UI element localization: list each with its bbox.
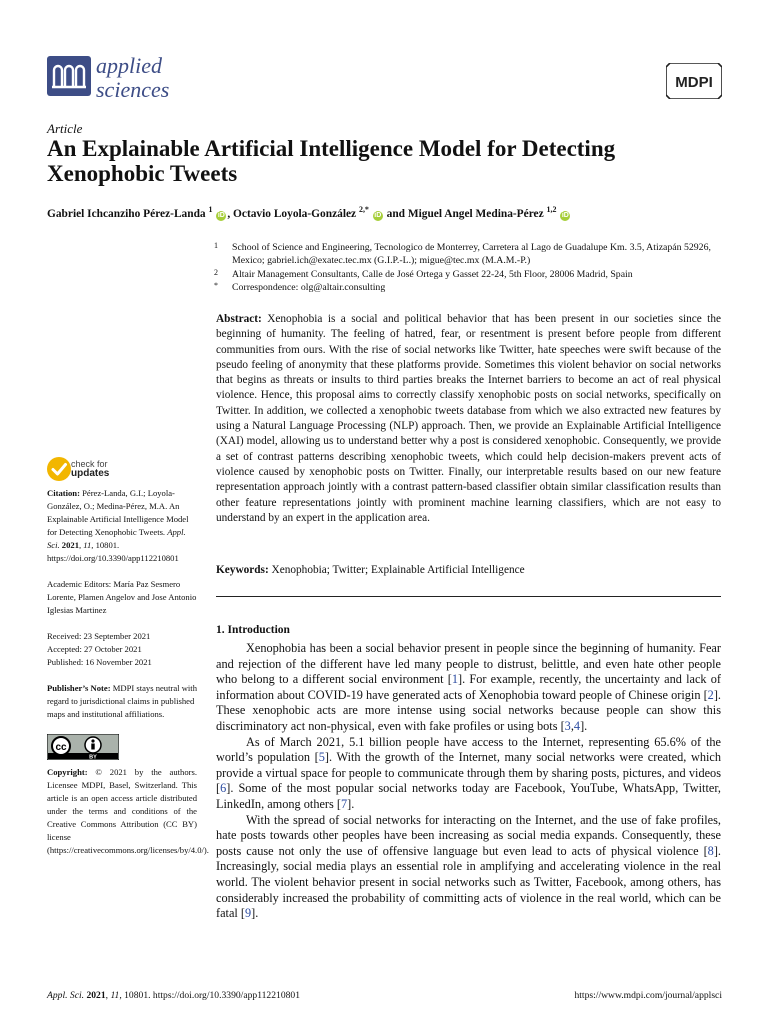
- affiliation-item: [214, 281, 729, 294]
- svg-text:cc: cc: [55, 742, 67, 753]
- published-date: Published: 16 November 2021: [47, 657, 152, 667]
- paragraph-text: ]. For example, recently, the uncertainty and lack of information about COVID-19 have generated acts of Xenophobia toward people of Chinese origin [: [216, 672, 721, 702]
- paragraph-text: Xenophobia has been a social behavior present in people since the beginning of humanity. Fear and rejection of the different have led many people to distrust, belittle, and even hate other people who belong to a different social environment [: [216, 641, 721, 687]
- citation-text: Pérez-Landa, G.I.; Loyola-González, O.; Medina-Pérez, M.A. An Explainable Artificial Intelligence Model for Detecting Xenophobic Tweets.: [47, 488, 189, 537]
- paragraph-text: ]. Increasingly, social media plays an essential role in amplifying and accelerating violence in the real world. The violent behavior present in social networks such as Twitter, Facebook, among others, has considerably increased the probability of committing acts of violence in the real world, which can be fatal [: [216, 843, 721, 921]
- citation-volume: , 11: [79, 540, 92, 550]
- footer-volume: 11: [110, 990, 120, 1001]
- journal-name: [96, 54, 169, 102]
- cc-by-label: BY: [89, 754, 97, 760]
- footer-journal: Appl. Sci.: [47, 990, 85, 1001]
- abstract: [216, 312, 721, 526]
- mdpi-logo: [666, 63, 722, 99]
- author-affiliation-mark: 1: [208, 205, 213, 214]
- paragraph-text: ].: [347, 796, 355, 811]
- publisher-name: MDPI: [675, 74, 713, 91]
- paragraph-text: ].: [580, 718, 588, 733]
- citation-ref-link[interactable]: 5: [318, 750, 325, 765]
- citation-block: [47, 487, 197, 565]
- article-type: Article: [47, 121, 83, 136]
- paragraph-text: With the spread of social networks for interacting on the Internet, and the use of fake profiles, hate posts towards other peoples have been increasing as social media expands. Consequently, these posts cause not only the use of offensive language but even lead to acts of physical violence [: [216, 812, 721, 858]
- orcid-icon[interactable]: iD: [217, 211, 225, 219]
- affiliation-mark: 2: [214, 267, 218, 277]
- check-line2: updates: [71, 468, 110, 479]
- intro-body: [216, 641, 721, 922]
- affiliation-text: Correspondence: olg@altair.consulting: [232, 281, 386, 293]
- journal-name-line1: applied: [96, 53, 162, 78]
- footer-year: 2021: [86, 990, 106, 1001]
- section-heading: 1. Introduction: [216, 624, 290, 636]
- accepted-date: Accepted: 27 October 2021: [47, 644, 142, 654]
- footer-journal-url[interactable]: https://www.mdpi.com/journal/applsci: [574, 990, 722, 1001]
- publisher-note-label: Publisher’s Note:: [47, 683, 111, 693]
- citation-ref-link[interactable]: 4: [573, 718, 581, 733]
- affiliation-text: Altair Management Consultants, Calle de José Ortega y Gasset 22-24, 5th Floor, 28006 Madrid, Spain: [232, 268, 633, 280]
- check-line1: check for: [71, 459, 108, 469]
- check-for-updates-icon[interactable]: [46, 456, 72, 482]
- author-list: [47, 205, 571, 221]
- paragraph-text: ]. These xenophobic acts are more intense using social networks because people can show this discriminatory act non-physical, even with fake profiles or using bots [: [216, 687, 721, 733]
- affiliation-mark: 1: [214, 241, 218, 250]
- paragraph-text: As of March 2021, 5.1 billion people have access to the Internet, representing 65.6% of the world’s population [: [216, 734, 721, 765]
- author-name: Gabriel Ichcanziho Pérez-Landa: [47, 207, 206, 220]
- affiliations: [214, 241, 729, 294]
- keywords-text: Xenophobia; Twitter; Explainable Artificial Intelligence: [271, 564, 525, 576]
- section-divider: [216, 596, 721, 597]
- author-affiliation-mark: 1,2: [546, 205, 557, 214]
- footer-doi[interactable]: , 10801. https://doi.org/10.3390/app112210801: [119, 990, 301, 1001]
- academic-editors: Academic Editors: María Paz Sesmero Lorente, Plamen Angelov and Jose Antonio Iglesias Martinez: [47, 579, 197, 615]
- author-separator: and: [383, 207, 408, 220]
- affiliation-item: [214, 241, 729, 268]
- citation-label: Citation:: [47, 488, 80, 498]
- footer-citation: Appl. Sci. 2021, 11, 10801. https://doi.org/10.3390/app112210801: [47, 990, 301, 1001]
- affiliation-mark: *: [214, 280, 218, 290]
- citation-doi[interactable]: , 10801. https://doi.org/10.3390/app112210801: [47, 540, 179, 563]
- citation-journal: Appl. Sci.: [47, 527, 186, 550]
- author-affiliation-mark: 2,*: [358, 205, 369, 214]
- paragraph-text: ]. With the growth of the Internet, many social networks were created, which provide a virtual space for people to communicate through them by sharing posts, pictures, and videos [: [216, 750, 722, 796]
- keywords: [216, 563, 721, 578]
- keywords-label: Keywords:: [216, 564, 269, 576]
- citation-ref-link[interactable]: 7: [341, 796, 348, 811]
- affiliation-item: [214, 268, 729, 281]
- article-sidebar: [47, 487, 209, 857]
- copyright-block: [47, 766, 209, 857]
- citation-ref-link[interactable]: 9: [245, 906, 252, 921]
- copyright-text: © 2021 by the authors. Licensee MDPI, Basel, Switzerland. This article is an open access article distributed under the terms and conditions of the Creative Commons Attribution (CC BY) license (https://creativecommons.org/licenses/by/4.0/).: [47, 767, 209, 855]
- intro-paragraph: [216, 813, 721, 922]
- author-name: Miguel Angel Medina-Pérez: [407, 207, 544, 220]
- publisher-note-text: MDPI stays neutral with regard to jurisdictional claims in published maps and institutional affiliations.: [47, 683, 197, 719]
- mdpi-logo-icon: [666, 63, 722, 99]
- journal-logo-icon: [47, 56, 91, 96]
- author-name: Octavio Loyola-González: [233, 207, 357, 220]
- citation-ref-link[interactable]: 3: [564, 718, 571, 733]
- orcid-icon[interactable]: iD: [374, 211, 382, 219]
- dates-block: [47, 630, 197, 669]
- paragraph-text: ]. Some of the most popular social networks today are Facebook, YouTube, WhatsApp, Twitter, LinkedIn, among others [: [216, 781, 721, 811]
- publisher-note: [47, 682, 197, 721]
- citation-ref-link[interactable]: 1: [451, 672, 459, 687]
- article-title: An Explainable Artificial Intelligence Model for Detecting Xenophobic Tweets: [47, 136, 616, 186]
- check-for-updates[interactable]: [71, 459, 109, 479]
- affiliation-text: School of Science and Engineering, Tecnologico de Monterrey, Carretera al Lago de Guadalupe Km. 3.5, Atizapán 52926, Mexico; gabriel.ich@exatec.tec.mx (G.I.P.-L.); migue@tec.mx (M.A.M.-P.): [232, 242, 711, 267]
- intro-paragraph: [216, 735, 721, 813]
- citation-year: 2021: [59, 540, 79, 550]
- intro-paragraph: [216, 641, 721, 735]
- copyright-label: Copyright:: [47, 767, 88, 777]
- citation-ref-link[interactable]: 8: [707, 843, 714, 858]
- paragraph-text: ].: [251, 906, 259, 921]
- paragraph-text: ,: [570, 718, 574, 733]
- cc-by-license-icon[interactable]: [47, 734, 119, 760]
- abstract-text: Xenophobia is a social and political behavior that has been present in our societies since the beginning of humanity. The feeling of hatred, fear, or resentment is present before people from different communities from ours. With the rise of social networks like Twitter, hate speeches were swift because of the pseudo feeling of anonymity that these platforms provide. Sometimes this violent behavior on social networks that begins as threats or insults to third parties breaks the Internet barriers to become an act of real physical violence. Hence, this proposal aims to correctly classify xenophobic posts on social networks, specifically on Twitter. In addition, we collected a xenophobic tweets database from which we also extracted new features by using a Natural Language Processing (NLP) approach. Then, we provide an Explainable Artificial Intelligence (XAI) model, allowing us to understand better why a post is considered xenophobic. Consequently, we provide a set of contrast patterns describing xenophobic tweets, which could help decision-makers prevent acts of violence caused by xenophobic posts on Twitter. Finally, our interpretable results based on our new feature representation approach jointly with a contrast pattern-based classifier obtain similar classification results than other feature representations jointly with prominent machine learning classifiers, which are not easy to understand by an expert in the application area.: [216, 313, 721, 524]
- author-separator: ,: [227, 207, 234, 220]
- received-date: Received: 23 September 2021: [47, 631, 151, 641]
- abstract-label: Abstract:: [216, 313, 262, 325]
- citation-ref-link[interactable]: 6: [220, 781, 227, 796]
- citation-ref-link[interactable]: 2: [707, 687, 714, 702]
- orcid-icon[interactable]: iD: [561, 211, 569, 219]
- journal-name-line2: sciences: [96, 77, 170, 102]
